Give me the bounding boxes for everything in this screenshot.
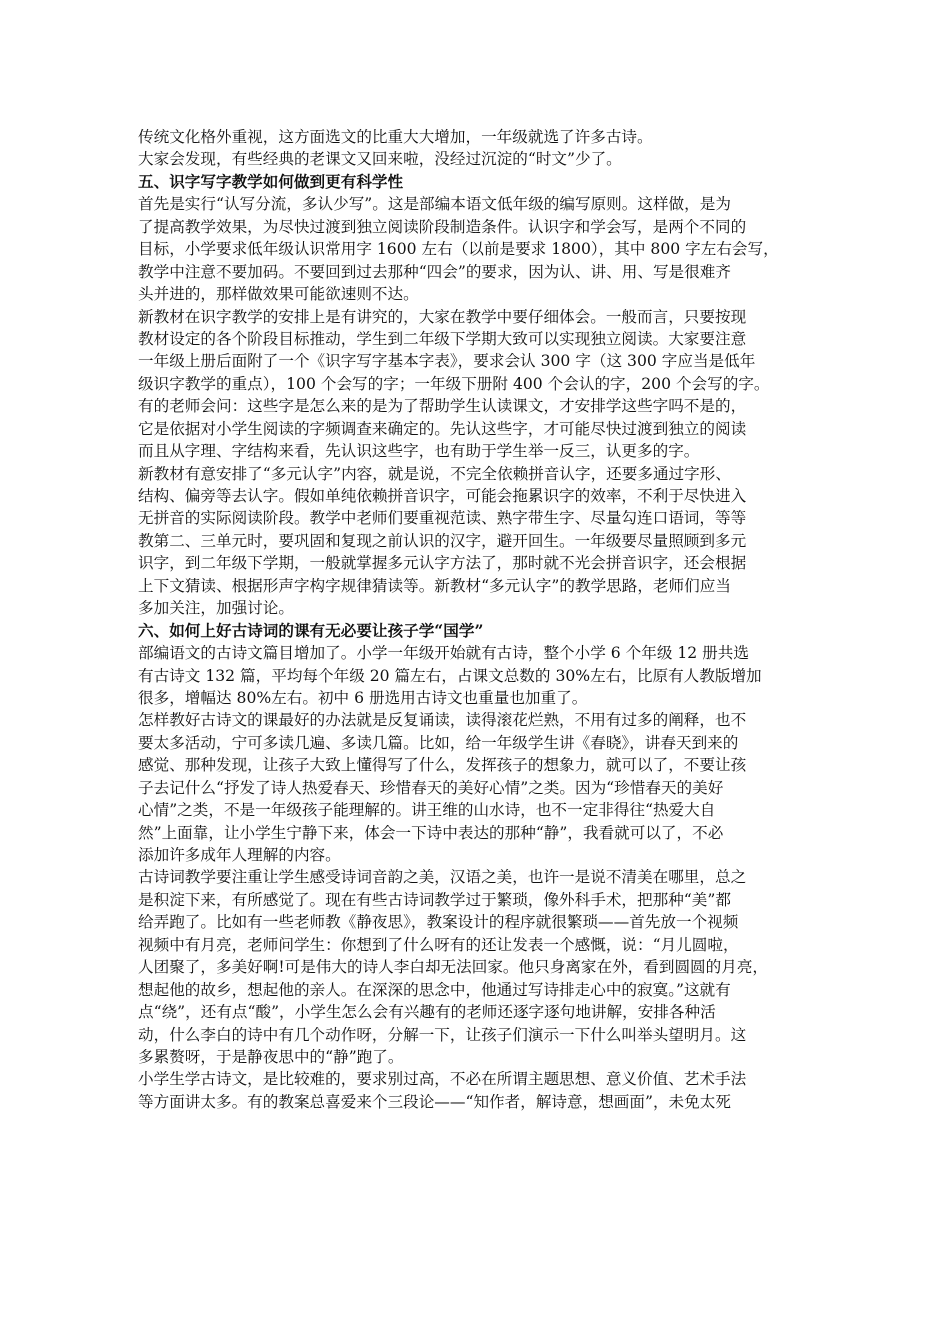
paragraph-line: 有古诗文 132 篇，平均每个年级 20 篇左右，占课文总数的 30%左右，比原有人教版增加 (138, 666, 762, 685)
paragraph-line: 动，什么李白的诗中有几个动作呀，分解一下，让孩子们演示一下什么叫举头望明月。这 (138, 1025, 747, 1044)
section-heading: 六、如何上好古诗词的课有无必要让孩子学“国学” (138, 620, 484, 640)
section-heading: 五、识字写字教学如何做到更有科学性 (138, 171, 404, 191)
paragraph-line: 点“绕”，还有点“酸”，小学生怎么会有兴趣有的老师还逐字逐句地讲解，安排各种活 (138, 1003, 716, 1022)
paragraph-line: 感觉、那种发现，让孩子大致上懂得写了什么，发挥孩子的想象力，就可以了，不要让孩 (138, 756, 747, 775)
paragraph-line: 上下文猜读、根据形声字构字规律猜读等。新教材“多元认字”的教学思路，老师们应当 (138, 576, 731, 595)
paragraph-line: 是积淀下来，有所感觉了。现在有些古诗词教学过于繁琐，像外科手术，把那种“美”都 (138, 890, 731, 909)
paragraph-line: 然”上面靠，让小学生宁静下来，体会一下诗中表达的那种“静”，我看就可以了，不必 (138, 823, 724, 842)
paragraph-line: 想起他的故乡，想起他的亲人。在深深的思念中，他通过写诗排走心中的寂寞。”这就有 (138, 980, 731, 999)
paragraph-line: 给弄跑了。比如有一些老师教《静夜思》，教案设计的程序就很繁琐——首先放一个视频 (138, 913, 739, 932)
paragraph-line: 子去记什么“抒发了诗人热爱春天、珍惜春天的美好心情”之类。因为“珍惜春天的美好 (138, 778, 724, 797)
paragraph-line: 头并进的，那样做效果可能欲速则不达。 (138, 285, 419, 304)
paragraph-line: 视频中有月亮，老师问学生：你想到了什么呀有的还让发表一个感慨，说：“月儿圆啦， (138, 935, 739, 954)
paragraph-line: 目标，小学要求低年级认识常用字 1600 左右（以前是要求 1800），其中 800 字左右会写， (138, 240, 779, 259)
paragraph-line: 教学中注意不要加码。不要回到过去那种“四会”的要求，因为认、讲、用、写是很难齐 (138, 262, 731, 281)
paragraph-line: 传统文化格外重视，这方面选文的比重大大增加，一年级就选了许多古诗。 (138, 128, 653, 146)
paragraph-line: 结构、偏旁等去认字。假如单纯依赖拼音识字，可能会拖累识字的效率，不利于尽快进入 (138, 487, 747, 505)
paragraph-line: 级识字教学的重点），100 个会写的字；一年级下册附 400 个会认的字，200 个会写的字。 (138, 374, 770, 393)
paragraph-line: 了提高教学效果，为尽快过渡到独立阅读阶段制造条件。认识字和学会写，是两个不同的 (138, 217, 747, 236)
paragraph-line: 很多，增幅达 80%左右。初中 6 册选用古诗文也重量也加重了。 (138, 688, 588, 707)
paragraph-line: 小学生学古诗文，是比较难的，要求别过高，不必在所谓主题思想、意义价值、艺术手法 (138, 1070, 747, 1089)
paragraph-line: 大家会发现，有些经典的老课文又回来啦，没经过沉淀的“时文”少了。 (138, 150, 622, 169)
paragraph-line: 部编语文的古诗文篇目增加了。小学一年级开始就有古诗，整个小学 6 个年级 12 册共选 (138, 644, 749, 663)
paragraph-line: 心情”之类，不是一年级孩子能理解的。讲王维的山水诗，也不一定非得往“热爱大自 (138, 801, 716, 820)
paragraph-line: 有的老师会问：这些字是怎么来的是为了帮助学生认读课文，才安排学这些字吗不是的， (138, 397, 747, 416)
paragraph-line: 而且从字理、字结构来看，先认识这些字，也有助于学生举一反三，认更多的字。 (138, 442, 700, 461)
paragraph-line: 要太多活动，宁可多读几遍、多读几篇。比如，给一年级学生讲《春晓》，讲春天到来的 (138, 733, 739, 752)
paragraph-line: 添加许多成年人理解的内容。 (138, 846, 341, 864)
paragraph-line: 新教材在识字教学的安排上是有讲究的，大家在教学中要仔细体会。一般而言，只要按现 (138, 307, 747, 326)
paragraph-line: 等方面讲太多。有的教案总喜爱来个三段论——“知作者，解诗意，想画面”，未免太死 (138, 1092, 731, 1111)
paragraph-line: 识字，到二年级下学期，一般就掌握多元认字方法了，那时就不光会拼音识字，还会根据 (138, 554, 747, 573)
paragraph-line: 它是依据对小学生阅读的字频调查来确定的。先认这些字，才可能尽快过渡到独立的阅读 (138, 419, 747, 438)
paragraph-line: 教第二、三单元时，要巩固和复现之前认识的汉字，避开回生。一年级要尽量照顾到多元 (138, 531, 747, 550)
paragraph-line: 教材设定的各个阶段目标推动，学生到二年级下学期大致可以实现独立阅读。大家要注意 (138, 329, 747, 348)
paragraph-line: 无拼音的实际阅读阶段。教学中老师们要重视范读、熟字带生字、尽量勾连口语词，等等 (138, 509, 747, 528)
paragraph-line: 怎样教好古诗文的课最好的办法就是反复诵读，读得滚花烂熟，不用有过多的阐释，也不 (138, 711, 747, 730)
paragraph-line: 一年级上册后面附了一个《识字写字基本字表》，要求会认 300 字（这 300 字应当是低年 (138, 352, 756, 371)
paragraph-line: 新教材有意安排了“多元认字”内容，就是说，不完全依赖拼音认字，还要多通过字形、 (138, 464, 731, 483)
paragraph-line: 人团聚了，多美好啊!可是伟大的诗人李白却无法回家。他只身离家在外，看到圆圆的月亮， (138, 958, 769, 977)
paragraph-line: 古诗词教学要注重让学生感受诗词音韵之美，汉语之美，也许一是说不清美在哪里，总之 (138, 868, 747, 887)
paragraph-line: 多累赘呀，于是静夜思中的“静”跑了。 (138, 1047, 404, 1066)
paragraph-line: 首先是实行“认写分流，多认少写”。这是部编本语文低年级的编写原则。这样做，是为 (138, 195, 731, 214)
document-page (138, 126, 814, 1113)
paragraph-line: 多加关注，加强讨论。 (138, 599, 294, 618)
